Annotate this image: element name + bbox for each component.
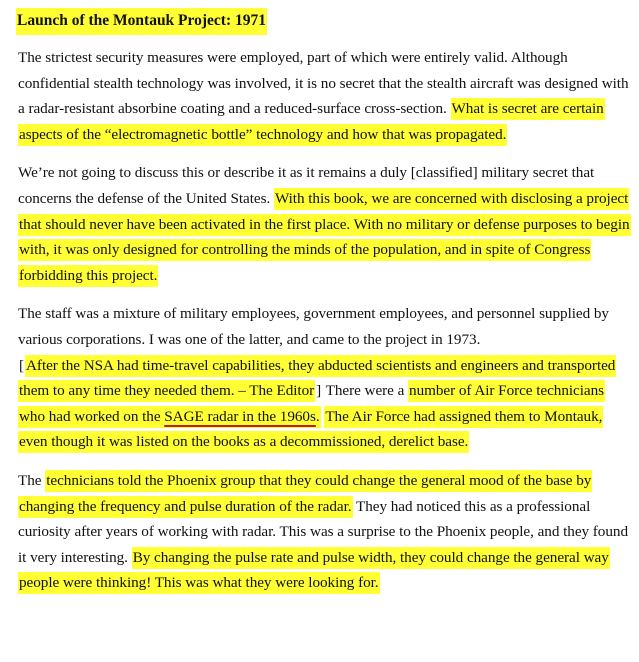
paragraph-4 xyxy=(18,468,630,596)
p3-highlight-air-force: The Air Force had assigned them to Montauk, even though it was listed on the books as a decommissioned, derelict base. xyxy=(18,406,603,454)
sage-radar-underline: SAGE radar in the 1960s xyxy=(164,407,316,425)
p3-bracket-open: [ xyxy=(19,356,25,374)
p3-highlight-technicians-text: number of Air Force technicians who had worked on the xyxy=(19,382,605,425)
p4-text-2: They had noticed this as a professional curiosity after years of working with radar. This was a surprise to the Phoenix people, and they found it very interesting. xyxy=(18,497,628,566)
p3-text-2: There were a xyxy=(322,382,409,400)
paragraph-3 xyxy=(18,301,630,455)
p3-highlight-editor-note: After the NSA had time-travel capabilities, they abducted scientists and engineers and transported them to any time they needed them. – The Editor xyxy=(18,355,616,403)
paragraph-2 xyxy=(18,160,630,288)
document-page xyxy=(18,8,630,609)
p1-text: The strictest security measures were employed, part of which were entirely valid. Although confidential stealth technology was involved, it is no secret that the stealth aircraft was designed with a radar-resistant absorbine coating and a reduced-surface cross-section. xyxy=(18,49,629,118)
p1-highlight: What is secret are certain aspects of the “electromagnetic bottle” technology and how that was propagated. xyxy=(18,98,605,146)
paragraph-1 xyxy=(18,45,630,147)
p4-text-1: The xyxy=(18,471,46,489)
p2-highlight: With this book, we are concerned with disclosing a project that should never have been activated in the first place. With no military or defense purposes to begin with, it was only designed for controlling the minds of the population, and in spite of Congress forbidding this project. xyxy=(18,188,631,287)
p2-text: We’re not going to discuss this or describe it as it remains a duly [classified] military secret that concerns the defense of the United States. xyxy=(18,164,595,207)
p3-text-1: The staff was a mixture of military employees, government employees, and personnel supplied by various corporations. I was one of the latter, and came to the project in 1973. xyxy=(18,305,609,348)
p3-bracket-close: ] xyxy=(316,382,322,400)
p4-highlight-technicians: technicians told the Phoenix group that they could change the general mood of the base by changing the frequency and pulse duration of the radar. xyxy=(18,470,592,518)
p3-highlight-period: . xyxy=(315,407,320,425)
section-title: Launch of the Montauk Project: 1971 xyxy=(16,8,267,35)
p4-highlight-pulse: By changing the pulse rate and pulse width, they could change the general way people were thinking! This was what they were looking for. xyxy=(18,547,610,595)
